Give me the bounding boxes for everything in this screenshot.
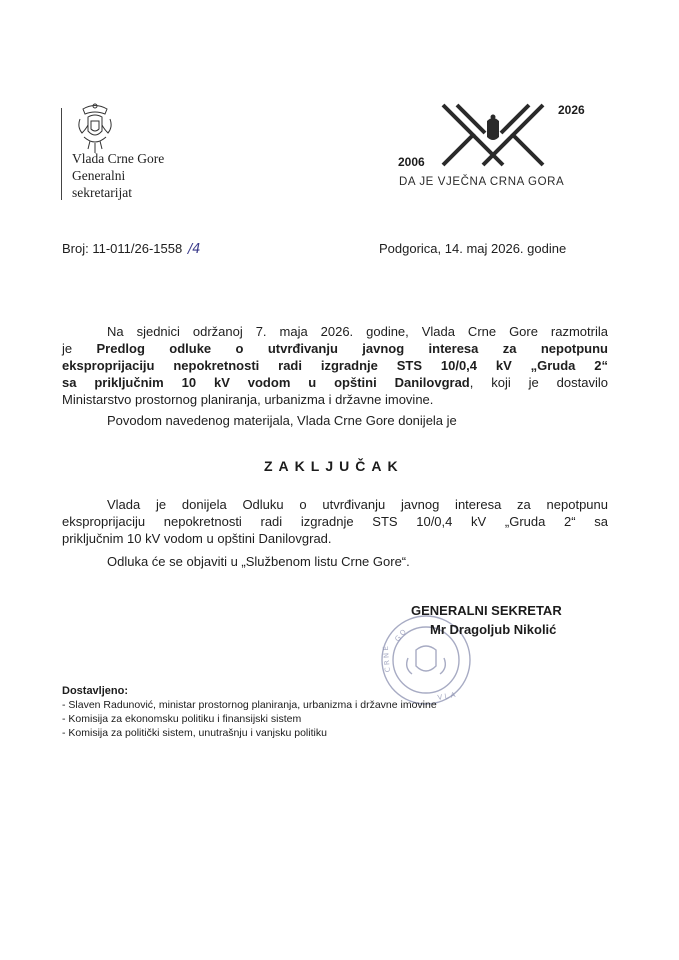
decision-heading: ZAKLJUČAK <box>264 458 404 474</box>
signature-title: GENERALNI SEKRETAR <box>411 603 562 618</box>
reference-number: Broj: 11-011/26-1558 <box>62 241 183 256</box>
org-name <box>72 150 164 201</box>
para3-line-2: eksproprijaciju nepokretnosti radi izgradnje STS 10/0,4 kV „Gruda 2“ sa <box>62 514 608 529</box>
distribution-item: - Komisija za ekonomsku politiku i finansijski sistem <box>62 713 302 725</box>
svg-text:V L A: V L A <box>436 690 457 702</box>
para3-line-3: priključnim 10 kV vodom u opštini Danilovgrad. <box>62 531 332 546</box>
signature-name: Mr Dragoljub Nikolić <box>430 622 557 637</box>
paragraph-4: Odluka će se objaviti u „Službenom listu Crne Gore“. <box>107 554 410 569</box>
distribution-item: - Komisija za politički sistem, unutrašnju i vanjsku politiku <box>62 727 327 739</box>
anniversary-logo <box>395 93 605 193</box>
org-name-line-3: sekretarijat <box>72 185 132 200</box>
para1-line-3: eksproprijaciju nepokretnosti radi izgradnje STS 10/0,4 kV „Gruda 2“ <box>62 358 608 373</box>
logo-year-start: 2006 <box>398 155 425 169</box>
paragraph-2: Povodom navedenog materijala, Vlada Crne Gore donijela je <box>107 413 457 428</box>
para1-line-5: Ministarstvo prostornog planiranja, urbanizma i državne imovine. <box>62 392 434 407</box>
distribution-label: Dostavljeno: <box>62 685 129 697</box>
para1-line-4 <box>62 374 608 391</box>
logo-motto: DA JE VJEČNA CRNA GORA <box>399 176 565 188</box>
svg-text:G O: G O <box>393 628 408 644</box>
para1-line-1: Na sjednici održanoj 7. maja 2026. godine, Vlada Crne Gore razmotrila <box>107 324 608 339</box>
place-date: Podgorica, 14. maj 2026. godine <box>379 241 567 256</box>
logo-year-end: 2026 <box>558 103 585 117</box>
para1-line-2-bold: Predlog odluke o utvrđivanju javnog interesa za nepotpunu <box>96 341 608 356</box>
paragraph-3 <box>62 496 608 547</box>
para1-line-2 <box>62 340 608 357</box>
header-divider <box>61 108 62 200</box>
para1-line-4-plain: , koji je dostavilo <box>469 375 608 390</box>
coat-of-arms-icon <box>74 103 116 155</box>
para1-line-4-bold: sa priključnim 10 kV vodom u opštini Danilovgrad <box>62 375 470 390</box>
reference-number-row <box>62 240 201 258</box>
handwritten-suffix: /4 <box>187 242 201 257</box>
org-name-line-2: Generalni <box>72 168 126 183</box>
distribution-item: - Slaven Radunović, ministar prostornog planiranja, urbanizma i državne imovine <box>62 699 437 711</box>
org-name-line-1: Vlada Crne Gore <box>72 151 165 166</box>
para3-line-1: Vlada je donijela Odluku o utvrđivanju javnog interesa za nepotpunu <box>107 497 608 512</box>
para1-line-2-plain: je <box>62 341 97 356</box>
paragraph-1 <box>62 323 608 408</box>
distribution-list <box>62 684 582 740</box>
svg-text:C R N E: C R N E <box>381 645 392 673</box>
